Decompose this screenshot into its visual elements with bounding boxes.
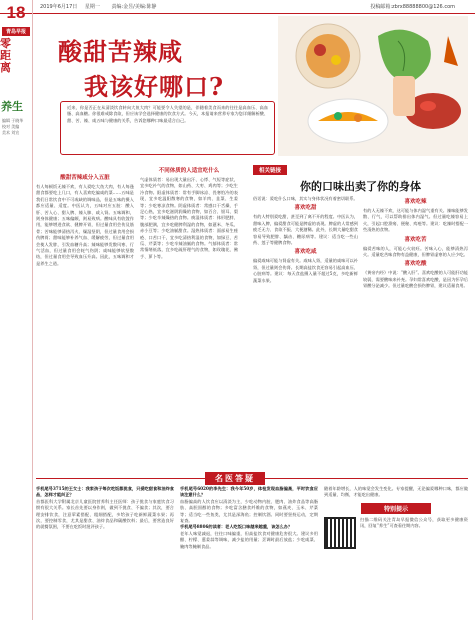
editor-line: 编辑 于晓华 [2, 118, 24, 123]
side-text-sour: 《黄帝内经》中说：“酸入肝”。喜欢吃酸的人可能肝功能较弱，需要酸味来补充。孕妇常喜欢吃酸，是因为怀孕后胃酸分泌减少。但过量吃酸会损伤脾胃，建议适量食用。 [363, 270, 468, 289]
subheading-2: 不同体质的人适宜吃什么 [158, 168, 220, 174]
answer-1: 首都医科大学附属北京儿童医院营养科主任医师：孩子挑食与家庭饮食习惯有很大关系。家长首先要以身作则，做到不挑食、不偏食；其次，要合理安排饮食，注意荤素搭配、粗细搭配，多给孩子吃新鲜蔬菜水果；再次，要控制零食，尤其是甜食、油炸食品和碳酸饮料；最后，要营造良好的就餐氛围，不要在吃饭时批评孩子。 [36, 498, 174, 530]
article-text-2: 气虚体质者：易出现大量出汗、心悸、气短等症状，宜多吃补气的食物，如山药、大枣、鸡肉等；少吃生冷食物。阳虚体质者：常有手脚冰凉、畏寒怕冷的表现，宜多吃温阳散寒的食物，如羊肉、韭菜、生姜等；少吃寒凉食物。阴虚体质者：常感口干舌燥、手足心热，宜多吃滋阴润燥的食物，如百合、银耳、梨等；少吃辛辣燥热的食物。痰湿体质者：体形肥胖、腹部肥满，宜多吃健脾利湿的食物，如薏米、冬瓜、赤小豆等；少吃油腻甜食。湿热体质者：面部易生痤疮、口苦口干，宜多吃清热利湿的食物，如绿豆、苦瓜、芹菜等；少吃辛辣油腻的食物。气郁体质者：常常情绪低落，宜多吃疏肝理气的食物，如玫瑰花、佛手、萝卜等。 [140, 177, 238, 259]
qa-col-2 [180, 486, 318, 618]
side-text-spicy: 有的人无辣不欢，这可能与体内湿气重有关。辣味能够发散、行气，可以帮助排出体内湿气。但过量吃辣容易上火，引起口腔溃疡、便秘、痔疮等。建议：吃辣时搭配一些清热的食物。 [363, 208, 468, 233]
article-col-2 [140, 165, 238, 472]
side-heading-spicy: 喜欢吃辣 [404, 199, 427, 205]
qa-col-1 [36, 486, 174, 618]
qa-banner: 名医答疑 [205, 472, 265, 485]
question-2: 手机尾号6020的李先生：我今年50岁，体检发现血脂偏高，平时饮食应该注意什么？ [180, 486, 318, 498]
side-heading-sweet: 喜欢吃甜 [294, 205, 317, 212]
article-text-1: 有人每顿饭无辣不欢，有人爱吃大鱼大肉，有人每逢甜食都要吃上几口，有人喜欢吃偏咸的菜……五味是我们日常饮食中不可或缺的调味品，但是五味的摄入都应适量、适度。中医认为，五味对应五脏：酸入肝、苦入心、甜入脾、辣入肺、咸入肾。五味调和，则身体健康；五味偏颇，则易致病。酸味具有收敛作用，能够增进食欲、健脾开胃，但过量食用会伤及筋骨；苦味能够清热泻火、燥湿坚阴，但过量食用会损伤脾胃；甜味能够补养气血、缓解疲劳，但过量食用会使人发胖，引发血糖升高；辣味能够发散风寒、行气活血，但过量食用会耗气伤阴；咸味能够软坚散结，但过量食用会导致血压升高。因此，五味调和才是养生之道。 [36, 184, 134, 266]
issue-weekday: 星期一 [84, 4, 100, 10]
food-photo [278, 16, 468, 156]
masthead [0, 0, 33, 620]
issue-date: 2019年6月17日 [40, 4, 78, 10]
qr-code-icon[interactable] [324, 517, 356, 549]
side-col-b [363, 196, 468, 472]
top-header [0, 0, 475, 14]
reminder-box [324, 517, 468, 549]
subheading-1: 酸甜苦辣咸分入五脏 [60, 175, 110, 181]
brand-logo: 青岛早报 [2, 27, 30, 36]
answer-2: 血脂偏高的人饮食应以清淡为主，少吃动物内脏、肥肉、油炸食品等高脂肪、高胆固醇的食物；多吃富含膳食纤维的食物，如燕麦、玉米、芹菜等；适当吃一些鱼类，尤其是深海鱼；控制饮酒。同时要坚持运动，定期复查。 [180, 498, 318, 524]
closing-text: 随着年龄增长，人的味觉会发生变化。专家提醒，无论偏爱哪种口味，都应做到适量、均衡，才能吃出健康。 [324, 486, 468, 498]
contact-email: 投稿邮箱:zbrx88888800@126.com [370, 4, 455, 10]
editor-credit [2, 118, 30, 136]
intro-text: 近来，你是否正在从清淡饮食转向大鱼大肉？可能要令人失望的是，伴随着美食而来的往往是高血压、高血脂、高血糖。你很难戒除食欲，但应该学会选择健康的饮食方式。今天，本报请来营养专家为您详细解析酸、甜、苦、辣、咸五味与健康的关系，告诉您哪种口味最适合自己。 [67, 105, 269, 123]
qa-col-3 [324, 486, 468, 618]
side-text-salty: 偏爱咸味可能与肾虚有关。咸味入肾，适量的咸味可以补肾，但过量则会伤肾。长期高盐饮食还容易引起高血压、心脏病等。建议：每天食盐摄入量不超过5克，多吃新鲜蔬菜水果。 [253, 258, 358, 283]
question-3: 手机尾号8806的读者：老人吃饭口味越来越重，该怎么办？ [180, 524, 293, 530]
side-heading-sour: 喜欢吃酸 [404, 261, 427, 268]
side-col-a [253, 196, 358, 472]
side-intro: 俗话说：爱吃什么口味，其实与身体状况有着密切联系。 [253, 196, 358, 201]
side-text-bitter: 偏爱苦味的人，可能心火较旺。苦味入心，能够清热泻火。适量吃苦味食物有益健康，但脾胃虚寒的人应少吃。 [363, 245, 468, 258]
page-number: 18 [6, 3, 26, 22]
editor-info: 责编:金昱/美编:陈静 [111, 4, 157, 10]
food-illustration-icon [278, 16, 468, 156]
question-1: 手机尾号3715的王女士：我家孩子每次吃饭都挑食，只爱吃甜食和油炸食品，怎样才能纠正？ [36, 486, 174, 498]
copy-line: 美术 刘宣 [2, 130, 20, 135]
title-line-1: 酸甜苦辣咸 [58, 37, 183, 66]
title-line-2: 我该好哪口? [84, 72, 225, 101]
side-title: 你的口味出卖了你的身体 [300, 180, 421, 193]
date-line [40, 3, 157, 10]
side-text-sweet: 有的人特别爱吃甜，甚至到了离不开的程度。中医认为，甜味入脾，偏爱甜食可能是脾虚的表现。脾虚的人常感到疲乏无力、食欲不振、大便溏稀。此外，长期大量吃甜食容易导致肥胖、龋齿、糖尿病等。建议：适当吃一些山药、莲子等健脾食物。 [253, 214, 358, 246]
reminder-text: 扫描二维码关注青岛早报微信公众号，获取更多健康资讯，回复“养生”可查看往期内容。 [360, 516, 468, 529]
related-tag: 相关链接 [253, 165, 287, 175]
article-col-1 [36, 172, 134, 472]
intro-box [60, 101, 275, 155]
proof-line: 校对 美编 [2, 124, 20, 129]
side-heading-salty: 喜欢吃咸 [294, 249, 317, 256]
main-title [58, 32, 258, 102]
column-name: 零距离 [0, 38, 11, 74]
section-name: 养生 [1, 101, 23, 113]
side-heading-bitter: 喜欢吃苦 [404, 236, 427, 243]
reminder-title: 特别提示 [361, 503, 431, 514]
answer-3: 老年人味觉减退，往往口味偏重，但高盐饮食对健康危害很大。建议多用醋、柠檬、葱姜蒜等调味，减少盐的用量；烹调时最后放盐；少吃咸菜、腌肉等腌制食品。 [180, 530, 318, 549]
